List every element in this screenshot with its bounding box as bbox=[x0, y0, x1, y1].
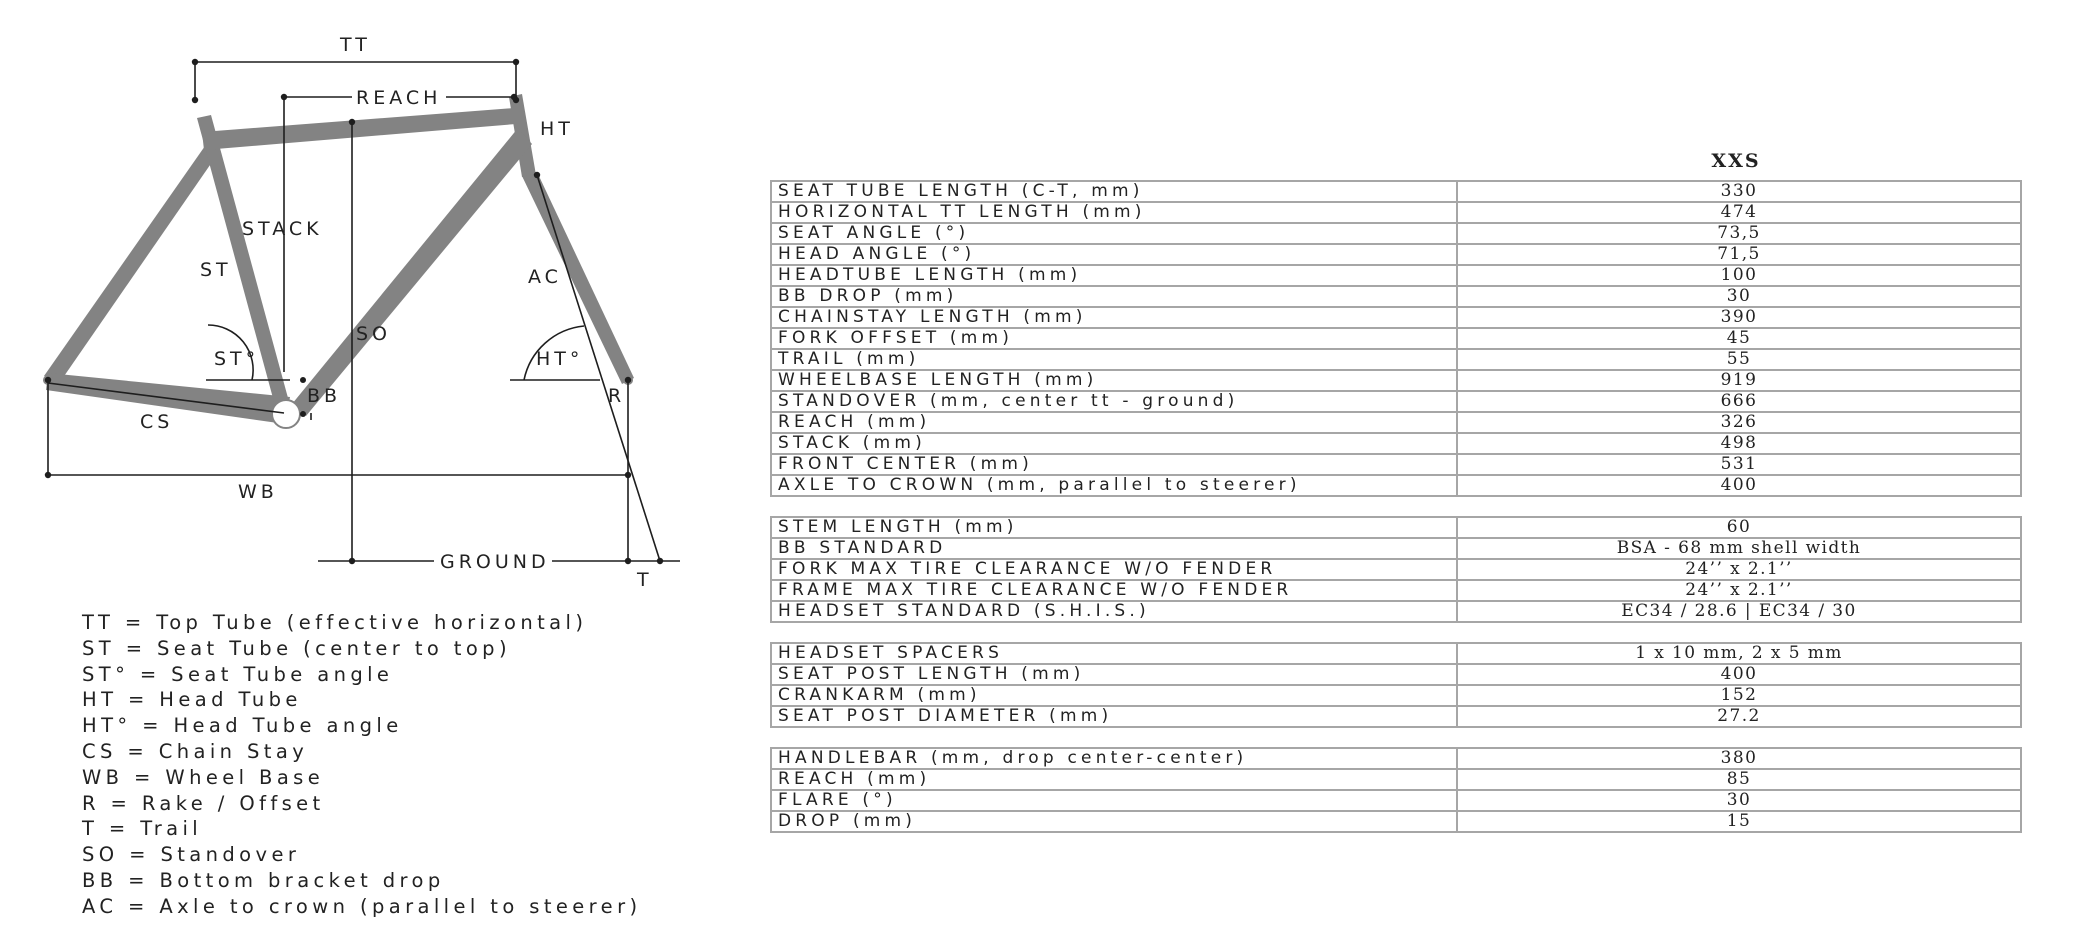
legend-item: CS = Chain Stay bbox=[82, 739, 309, 763]
spec-label: HANDLEBAR (mm, drop center-center) bbox=[771, 748, 1457, 769]
dimension-lines bbox=[48, 62, 680, 561]
spec-row bbox=[771, 559, 2021, 580]
spec-label: CHAINSTAY LENGTH (mm) bbox=[771, 307, 1457, 328]
spec-label: FORK OFFSET (mm) bbox=[771, 328, 1457, 349]
spec-value: 474 bbox=[1457, 202, 2021, 223]
spec-value: 60 bbox=[1457, 517, 2021, 538]
spec-value: BSA - 68 mm shell width bbox=[1457, 538, 2021, 559]
spec-label: REACH (mm) bbox=[771, 412, 1457, 433]
legend-item: WB = Wheel Base bbox=[82, 765, 325, 789]
frame-geometry-diagram bbox=[0, 0, 700, 600]
spec-label: TRAIL (mm) bbox=[771, 349, 1457, 370]
label-ht-angle: HT° bbox=[536, 348, 584, 370]
spec-row bbox=[771, 181, 2021, 202]
spec-row bbox=[771, 391, 2021, 412]
spec-label: SEAT POST DIAMETER (mm) bbox=[771, 706, 1457, 727]
spec-label: HEADSET SPACERS bbox=[771, 643, 1457, 664]
spec-value: 24’’ x 2.1’’ bbox=[1457, 559, 2021, 580]
spec-label: STACK (mm) bbox=[771, 433, 1457, 454]
spec-label: AXLE TO CROWN (mm, parallel to steerer) bbox=[771, 475, 1457, 496]
label-cs: CS bbox=[140, 411, 174, 433]
spec-value: 666 bbox=[1457, 391, 2021, 412]
seat-stay bbox=[44, 146, 219, 382]
spec-value: 400 bbox=[1457, 664, 2021, 685]
spec-row bbox=[771, 580, 2021, 601]
bottom-bracket bbox=[272, 400, 300, 428]
spec-value: 27.2 bbox=[1457, 706, 2021, 727]
frame-geometry-table bbox=[770, 180, 2022, 497]
label-ground: GROUND bbox=[440, 551, 550, 573]
legend-item: BB = Bottom bracket drop bbox=[82, 868, 445, 892]
spec-label: BB DROP (mm) bbox=[771, 286, 1457, 307]
label-ac: AC bbox=[528, 266, 562, 288]
size-column-header: XXS bbox=[1711, 150, 1761, 172]
spec-value: 380 bbox=[1457, 748, 2021, 769]
legend-item: T = Trail bbox=[82, 817, 203, 841]
legend-item: HT° = Head Tube angle bbox=[82, 714, 403, 738]
abbreviation-legend bbox=[82, 610, 642, 920]
spec-value: 531 bbox=[1457, 454, 2021, 475]
spec-value: 45 bbox=[1457, 328, 2021, 349]
frame-drawing bbox=[43, 94, 634, 428]
label-stack: STACK bbox=[242, 218, 323, 240]
spec-label: STANDOVER (mm, center tt - ground) bbox=[771, 391, 1457, 412]
spec-value: 24’’ x 2.1’’ bbox=[1457, 580, 2021, 601]
spec-row bbox=[771, 664, 2021, 685]
spec-row bbox=[771, 412, 2021, 433]
spec-label: STEM LENGTH (mm) bbox=[771, 517, 1457, 538]
spec-row bbox=[771, 811, 2021, 832]
spec-label: HEADSET STANDARD (S.H.I.S.) bbox=[771, 601, 1457, 622]
spec-row bbox=[771, 517, 2021, 538]
spec-label: FORK MAX TIRE CLEARANCE W/O FENDER bbox=[771, 559, 1457, 580]
spec-row bbox=[771, 643, 2021, 664]
spec-row bbox=[771, 769, 2021, 790]
spec-value: 85 bbox=[1457, 769, 2021, 790]
spec-row bbox=[771, 286, 2021, 307]
label-ht: HT bbox=[540, 118, 574, 140]
spec-value: 390 bbox=[1457, 307, 2021, 328]
spec-row bbox=[771, 790, 2021, 811]
spec-label: HORIZONTAL TT LENGTH (mm) bbox=[771, 202, 1457, 223]
spec-label: FLARE (°) bbox=[771, 790, 1457, 811]
spec-value: EC34 / 28.6 | EC34 / 30 bbox=[1457, 601, 2021, 622]
spec-row bbox=[771, 307, 2021, 328]
legend-item: R = Rake / Offset bbox=[82, 791, 325, 815]
spec-label: SEAT POST LENGTH (mm) bbox=[771, 664, 1457, 685]
spec-row bbox=[771, 433, 2021, 454]
label-t: T bbox=[637, 569, 653, 591]
spec-row bbox=[771, 601, 2021, 622]
legend-item: SO = Standover bbox=[82, 843, 301, 867]
spec-value: 30 bbox=[1457, 790, 2021, 811]
label-reach: REACH bbox=[356, 87, 442, 109]
label-wb: WB bbox=[238, 481, 278, 503]
label-r: R bbox=[608, 385, 626, 407]
spec-label: BB STANDARD bbox=[771, 538, 1457, 559]
label-st-angle: ST° bbox=[214, 348, 260, 370]
components-table bbox=[770, 516, 2022, 623]
spec-row bbox=[771, 454, 2021, 475]
spec-value: 100 bbox=[1457, 265, 2021, 286]
spec-label: SEAT ANGLE (°) bbox=[771, 223, 1457, 244]
down-tube bbox=[292, 128, 532, 416]
top-tube bbox=[202, 108, 516, 150]
spec-value: 55 bbox=[1457, 349, 2021, 370]
spec-row bbox=[771, 748, 2021, 769]
spec-row bbox=[771, 244, 2021, 265]
spec-row bbox=[771, 349, 2021, 370]
spec-value: 326 bbox=[1457, 412, 2021, 433]
cockpit-table bbox=[770, 642, 2022, 728]
spec-value: 73,5 bbox=[1457, 223, 2021, 244]
spec-row bbox=[771, 202, 2021, 223]
spec-label: FRAME MAX TIRE CLEARANCE W/O FENDER bbox=[771, 580, 1457, 601]
spec-label: CRANKARM (mm) bbox=[771, 685, 1457, 706]
spec-row bbox=[771, 706, 2021, 727]
label-st: ST bbox=[200, 259, 232, 281]
spec-value: 400 bbox=[1457, 475, 2021, 496]
spec-row bbox=[771, 475, 2021, 496]
spec-row bbox=[771, 328, 2021, 349]
spec-label: DROP (mm) bbox=[771, 811, 1457, 832]
spec-label: HEAD ANGLE (°) bbox=[771, 244, 1457, 265]
label-bb: BB bbox=[307, 385, 342, 407]
legend-item: TT = Top Tube (effective horizontal) bbox=[82, 611, 588, 634]
legend-item: ST = Seat Tube (center to top) bbox=[82, 636, 511, 660]
spec-value: 152 bbox=[1457, 685, 2021, 706]
spec-value: 30 bbox=[1457, 286, 2021, 307]
spec-value: 919 bbox=[1457, 370, 2021, 391]
spec-label: SEAT TUBE LENGTH (C-T, mm) bbox=[771, 181, 1457, 202]
spec-label: FRONT CENTER (mm) bbox=[771, 454, 1457, 475]
spec-row bbox=[771, 223, 2021, 244]
handlebar-table bbox=[770, 747, 2022, 833]
spec-row bbox=[771, 370, 2021, 391]
spec-value: 330 bbox=[1457, 181, 2021, 202]
spec-value: 498 bbox=[1457, 433, 2021, 454]
spec-value: 1 x 10 mm, 2 x 5 mm bbox=[1457, 643, 2021, 664]
spec-label: WHEELBASE LENGTH (mm) bbox=[771, 370, 1457, 391]
spec-row bbox=[771, 538, 2021, 559]
spec-label: HEADTUBE LENGTH (mm) bbox=[771, 265, 1457, 286]
legend-item: AC = Axle to crown (parallel to steerer) bbox=[82, 894, 642, 918]
legend-item: HT = Head Tube bbox=[82, 688, 302, 712]
spec-value: 15 bbox=[1457, 811, 2021, 832]
spec-row bbox=[771, 685, 2021, 706]
label-so: SO bbox=[356, 323, 392, 345]
legend-item: ST° = Seat Tube angle bbox=[82, 662, 394, 686]
label-tt: TT bbox=[340, 34, 371, 56]
spec-value: 71,5 bbox=[1457, 244, 2021, 265]
spec-row bbox=[771, 265, 2021, 286]
spec-label: REACH (mm) bbox=[771, 769, 1457, 790]
